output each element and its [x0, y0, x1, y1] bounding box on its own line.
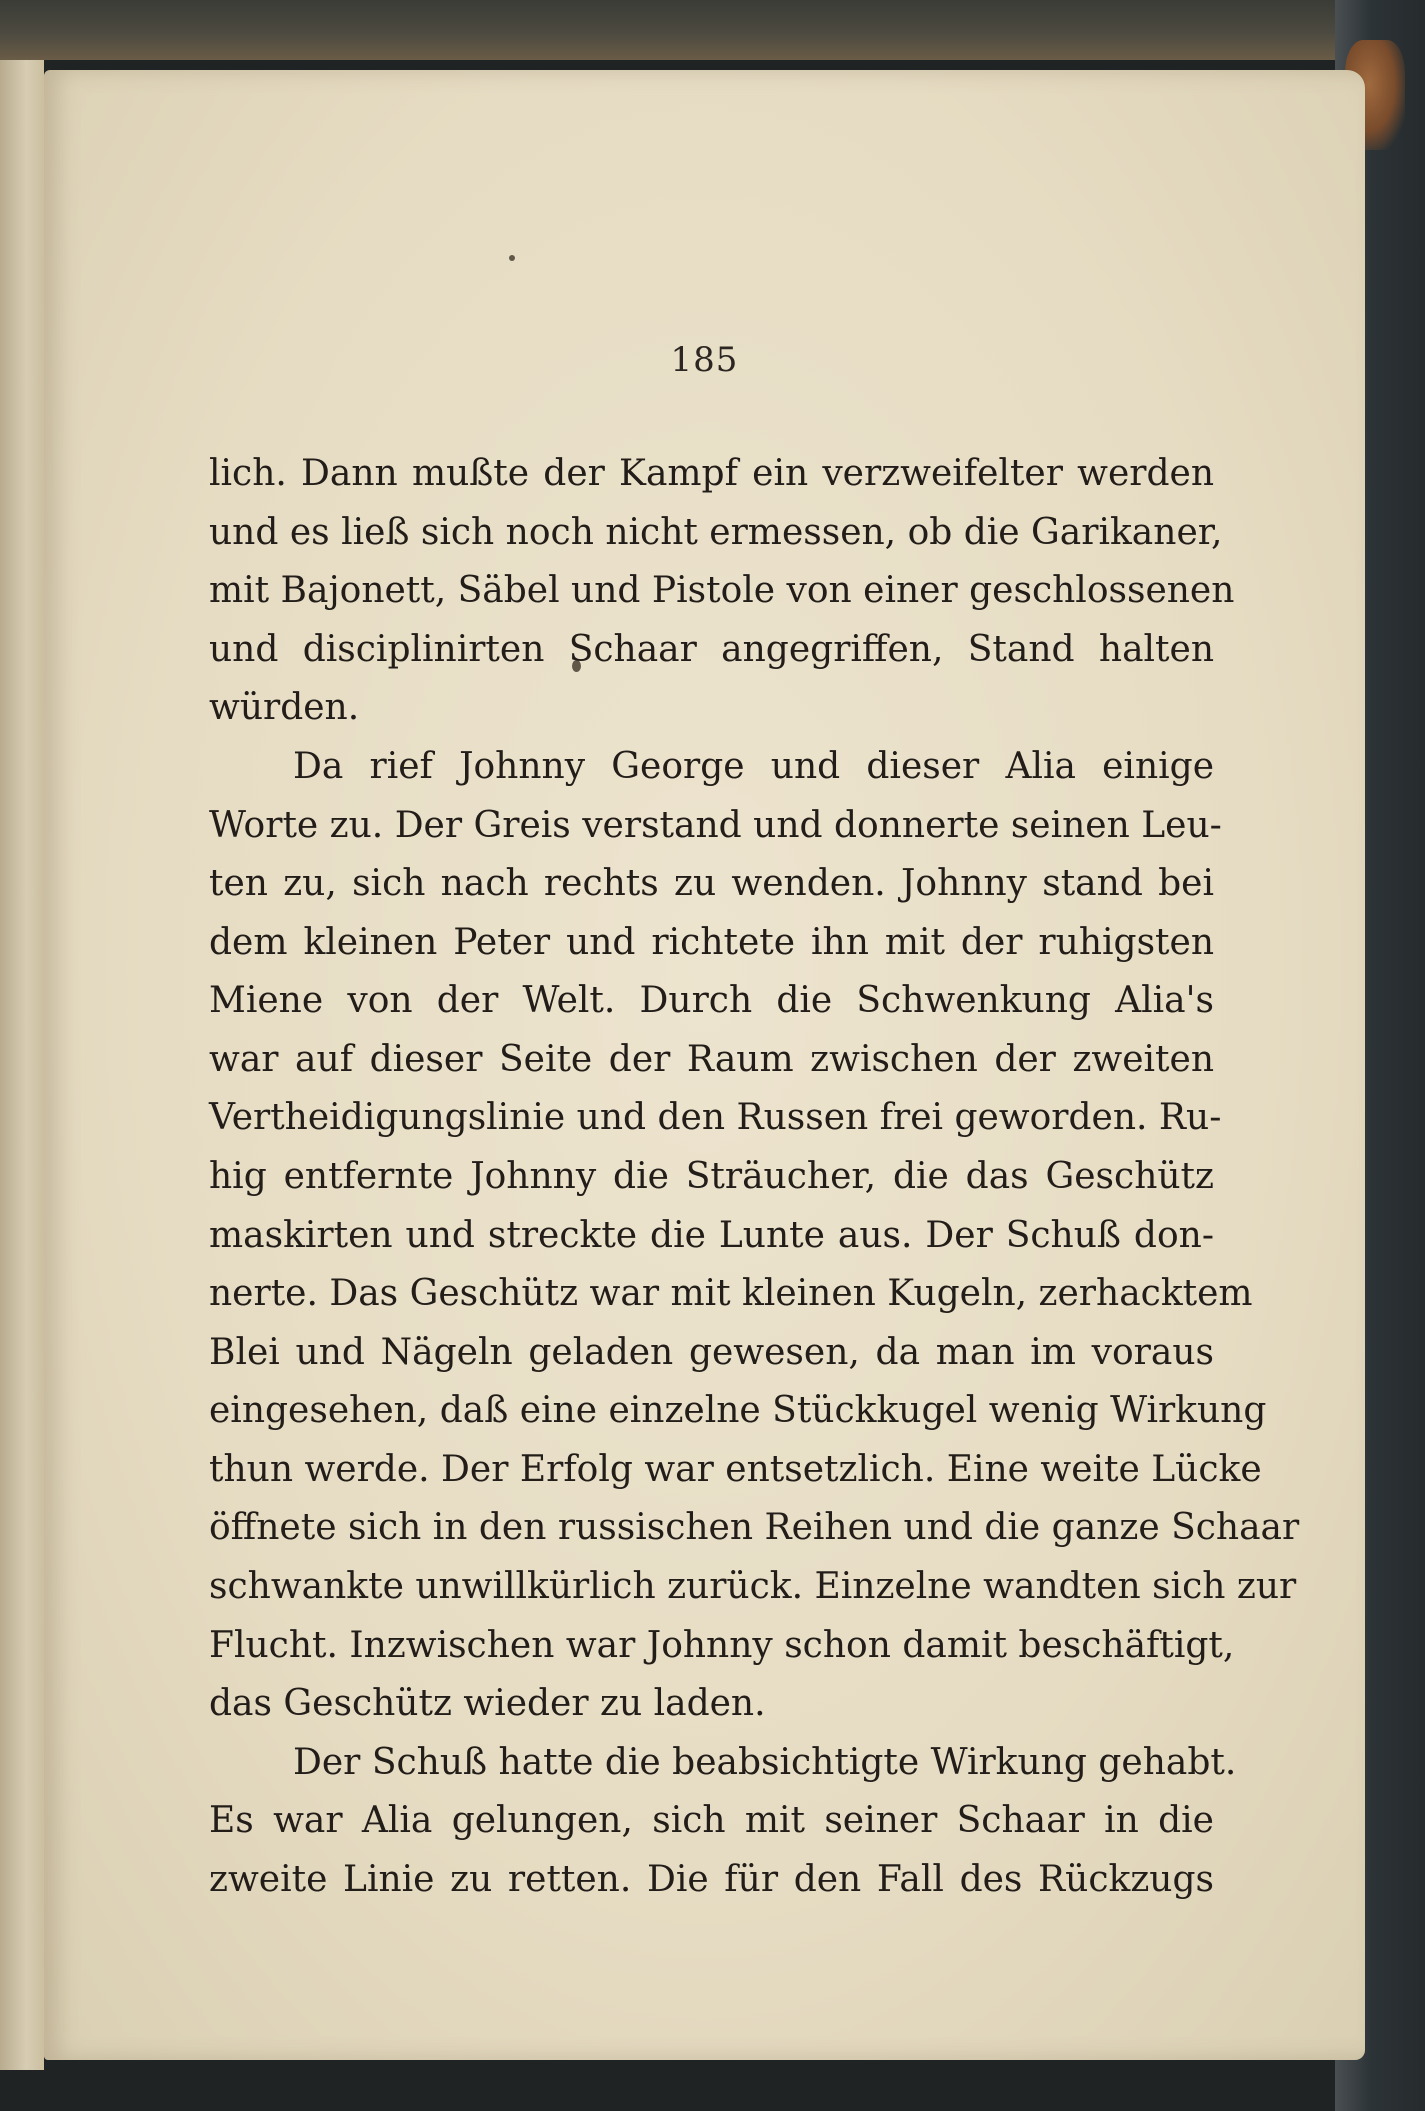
paragraph-first-line: Da rief Johnny George und dieser Alia einige: [293, 746, 1214, 787]
text-line: zweite Linie zu retten. Die für den Fall des Rückzugs: [209, 1859, 1214, 1900]
text-line: Worte zu. Der Greis verstand und donnerte seinen Leu-: [209, 805, 1222, 846]
text-line: Flucht. Inzwischen war Johnny schon damit beschäftigt,: [209, 1625, 1235, 1666]
text-line: hig entfernte Johnny die Sträucher, die das Geschütz: [209, 1156, 1214, 1197]
book-page: [44, 70, 1365, 2060]
text-line: Vertheidigungslinie und den Russen frei geworden. Ru-: [209, 1097, 1222, 1138]
text-line: ten zu, sich nach rechts zu wenden. Johnny stand bei: [209, 863, 1214, 904]
text-line: thun werde. Der Erfolg war entsetzlich. Eine weite Lücke: [209, 1449, 1262, 1490]
text-line: war auf dieser Seite der Raum zwischen der zweiten: [209, 1039, 1214, 1080]
text-line: dem kleinen Peter und richtete ihn mit der ruhigsten: [209, 922, 1214, 963]
paragraph-first-line: Der Schuß hatte die beabsichtigte Wirkung gehabt.: [293, 1742, 1237, 1783]
text-line: nerte. Das Geschütz war mit kleinen Kugeln, zerhacktem: [209, 1273, 1253, 1314]
text-line: Miene von der Welt. Durch die Schwenkung Alia's: [209, 980, 1214, 1021]
text-line: würden.: [209, 687, 360, 728]
page-number: 185: [670, 340, 739, 380]
text-line: öffnete sich in den russischen Reihen und die ganze Schaar: [209, 1507, 1300, 1548]
text-line: das Geschütz wieder zu laden.: [209, 1683, 766, 1724]
text-line: schwankte unwillkürlich zurück. Einzelne wandten sich zur: [209, 1566, 1297, 1607]
text-line: eingesehen, daß eine einzelne Stückkugel wenig Wirkung: [209, 1390, 1267, 1431]
text-line: und disciplinirten Schaar angegriffen, Stand halten: [209, 629, 1214, 670]
book-cover-top: [0, 0, 1425, 60]
left-page-edge: [0, 60, 44, 2070]
text-line: Blei und Nägeln geladen gewesen, da man im voraus: [209, 1332, 1214, 1373]
text-line: und es ließ sich noch nicht ermessen, ob die Garikaner,: [209, 512, 1223, 553]
text-line: maskirten und streckte die Lunte aus. Der Schuß don-: [209, 1215, 1214, 1256]
ink-spot: [509, 255, 515, 261]
text-line: Es war Alia gelungen, sich mit seiner Schaar in die: [209, 1800, 1214, 1841]
text-line: mit Bajonett, Säbel und Pistole von einer geschlossenen: [209, 570, 1235, 611]
text-line: lich. Dann mußte der Kampf ein verzweifelter werden: [209, 453, 1214, 494]
